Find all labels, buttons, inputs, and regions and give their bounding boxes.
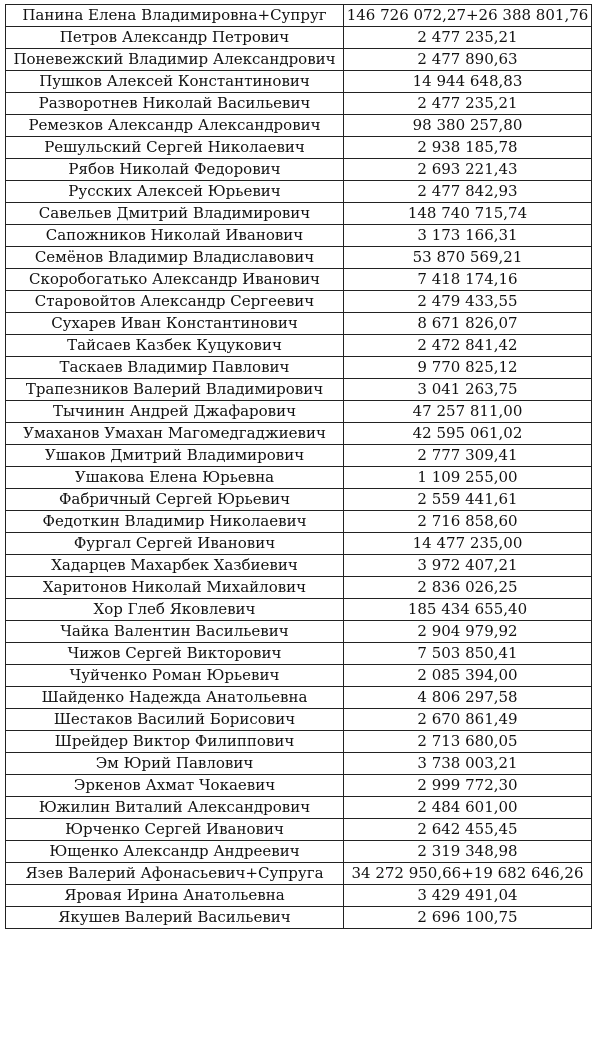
table-row <box>6 511 592 533</box>
person-name-cell: Южилин Виталий Александрович <box>6 797 344 819</box>
table-row <box>6 643 592 665</box>
table-row <box>6 841 592 863</box>
document-page <box>5 4 592 929</box>
income-amount-cell: 2 479 433,55 <box>344 291 592 313</box>
income-amount-cell: 2 670 861,49 <box>344 709 592 731</box>
person-name-cell: Язев Валерий Афонасьевич+Супруга <box>6 863 344 885</box>
person-name-cell: Чижов Сергей Викторович <box>6 643 344 665</box>
table-row <box>6 555 592 577</box>
income-amount-cell: 14 944 648,83 <box>344 71 592 93</box>
table-row <box>6 225 592 247</box>
income-amount-cell: 2 777 309,41 <box>344 445 592 467</box>
income-amount-cell: 2 693 221,43 <box>344 159 592 181</box>
person-name-cell: Эркенов Ахмат Чокаевич <box>6 775 344 797</box>
person-name-cell: Сухарев Иван Константинович <box>6 313 344 335</box>
table-row <box>6 753 592 775</box>
table-row <box>6 137 592 159</box>
income-amount-cell: 3 738 003,21 <box>344 753 592 775</box>
person-name-cell: Тайсаев Казбек Куцукович <box>6 335 344 357</box>
table-row <box>6 709 592 731</box>
person-name-cell: Петров Александр Петрович <box>6 27 344 49</box>
table-row <box>6 93 592 115</box>
table-row <box>6 401 592 423</box>
person-name-cell: Разворотнев Николай Васильевич <box>6 93 344 115</box>
person-name-cell: Решульский Сергей Николаевич <box>6 137 344 159</box>
table-row <box>6 313 592 335</box>
person-name-cell: Фургал Сергей Иванович <box>6 533 344 555</box>
table-row <box>6 71 592 93</box>
table-row <box>6 27 592 49</box>
person-name-cell: Федоткин Владимир Николаевич <box>6 511 344 533</box>
income-amount-cell: 3 173 166,31 <box>344 225 592 247</box>
person-name-cell: Шрейдер Виктор Филиппович <box>6 731 344 753</box>
person-name-cell: Скоробогатько Александр Иванович <box>6 269 344 291</box>
income-amount-cell: 2 716 858,60 <box>344 511 592 533</box>
income-amount-cell: 185 434 655,40 <box>344 599 592 621</box>
person-name-cell: Панина Елена Владимировна+Супруг <box>6 5 344 27</box>
table-row <box>6 467 592 489</box>
income-amount-cell: 9 770 825,12 <box>344 357 592 379</box>
person-name-cell: Пушков Алексей Константинович <box>6 71 344 93</box>
table-row <box>6 533 592 555</box>
table-row <box>6 907 592 929</box>
income-amount-cell: 7 503 850,41 <box>344 643 592 665</box>
income-amount-cell: 7 418 174,16 <box>344 269 592 291</box>
table-row <box>6 115 592 137</box>
table-row <box>6 445 592 467</box>
person-name-cell: Тычинин Андрей Джафарович <box>6 401 344 423</box>
table-row <box>6 159 592 181</box>
person-name-cell: Ушакова Елена Юрьевна <box>6 467 344 489</box>
income-amount-cell: 2 319 348,98 <box>344 841 592 863</box>
income-amount-cell: 2 085 394,00 <box>344 665 592 687</box>
income-amount-cell: 2 477 890,63 <box>344 49 592 71</box>
table-row <box>6 379 592 401</box>
income-amount-cell: 2 696 100,75 <box>344 907 592 929</box>
table-row <box>6 577 592 599</box>
person-name-cell: Рябов Николай Федорович <box>6 159 344 181</box>
table-row <box>6 599 592 621</box>
table-row <box>6 291 592 313</box>
table-row <box>6 335 592 357</box>
person-name-cell: Юрченко Сергей Иванович <box>6 819 344 841</box>
person-name-cell: Таскаев Владимир Павлович <box>6 357 344 379</box>
table-row <box>6 203 592 225</box>
income-amount-cell: 3 041 263,75 <box>344 379 592 401</box>
person-name-cell: Хор Глеб Яковлевич <box>6 599 344 621</box>
person-name-cell: Шайденко Надежда Анатольевна <box>6 687 344 709</box>
income-amount-cell: 34 272 950,66+19 682 646,26 <box>344 863 592 885</box>
income-amount-cell: 8 671 826,07 <box>344 313 592 335</box>
person-name-cell: Фабричный Сергей Юрьевич <box>6 489 344 511</box>
table-row <box>6 687 592 709</box>
income-amount-cell: 47 257 811,00 <box>344 401 592 423</box>
person-name-cell: Умаханов Умахан Магомедгаджиевич <box>6 423 344 445</box>
person-name-cell: Савельев Дмитрий Владимирович <box>6 203 344 225</box>
person-name-cell: Харитонов Николай Михайлович <box>6 577 344 599</box>
table-row <box>6 819 592 841</box>
person-name-cell: Ремезков Александр Александрович <box>6 115 344 137</box>
income-amount-cell: 2 477 235,21 <box>344 93 592 115</box>
income-amount-cell: 3 972 407,21 <box>344 555 592 577</box>
income-amount-cell: 2 904 979,92 <box>344 621 592 643</box>
table-row <box>6 247 592 269</box>
person-name-cell: Сапожников Николай Иванович <box>6 225 344 247</box>
income-amount-cell: 1 109 255,00 <box>344 467 592 489</box>
income-amount-cell: 14 477 235,00 <box>344 533 592 555</box>
table-row <box>6 357 592 379</box>
person-name-cell: Ющенко Александр Андреевич <box>6 841 344 863</box>
income-amount-cell: 53 870 569,21 <box>344 247 592 269</box>
table-row <box>6 665 592 687</box>
table-row <box>6 775 592 797</box>
person-name-cell: Трапезников Валерий Владимирович <box>6 379 344 401</box>
income-amount-cell: 2 472 841,42 <box>344 335 592 357</box>
person-name-cell: Поневежский Владимир Александрович <box>6 49 344 71</box>
income-amount-cell: 148 740 715,74 <box>344 203 592 225</box>
income-amount-cell: 98 380 257,80 <box>344 115 592 137</box>
person-name-cell: Эм Юрий Павлович <box>6 753 344 775</box>
table-row <box>6 797 592 819</box>
person-name-cell: Хадарцев Махарбек Хазбиевич <box>6 555 344 577</box>
income-amount-cell: 3 429 491,04 <box>344 885 592 907</box>
table-row <box>6 5 592 27</box>
income-table <box>5 4 592 929</box>
income-amount-cell: 146 726 072,27+26 388 801,76 <box>344 5 592 27</box>
income-amount-cell: 2 999 772,30 <box>344 775 592 797</box>
income-amount-cell: 4 806 297,58 <box>344 687 592 709</box>
person-name-cell: Шестаков Василий Борисович <box>6 709 344 731</box>
income-amount-cell: 2 559 441,61 <box>344 489 592 511</box>
person-name-cell: Старовойтов Александр Сергеевич <box>6 291 344 313</box>
income-amount-cell: 2 836 026,25 <box>344 577 592 599</box>
income-amount-cell: 2 938 185,78 <box>344 137 592 159</box>
person-name-cell: Семёнов Владимир Владиславович <box>6 247 344 269</box>
table-row <box>6 423 592 445</box>
table-row <box>6 621 592 643</box>
table-row <box>6 489 592 511</box>
income-amount-cell: 42 595 061,02 <box>344 423 592 445</box>
income-amount-cell: 2 477 842,93 <box>344 181 592 203</box>
income-amount-cell: 2 477 235,21 <box>344 27 592 49</box>
table-row <box>6 181 592 203</box>
income-amount-cell: 2 713 680,05 <box>344 731 592 753</box>
table-row <box>6 885 592 907</box>
person-name-cell: Чайка Валентин Васильевич <box>6 621 344 643</box>
person-name-cell: Ушаков Дмитрий Владимирович <box>6 445 344 467</box>
income-table-body <box>6 5 592 929</box>
person-name-cell: Яровая Ирина Анатольевна <box>6 885 344 907</box>
person-name-cell: Чуйченко Роман Юрьевич <box>6 665 344 687</box>
income-amount-cell: 2 642 455,45 <box>344 819 592 841</box>
person-name-cell: Якушев Валерий Васильевич <box>6 907 344 929</box>
person-name-cell: Русских Алексей Юрьевич <box>6 181 344 203</box>
table-row <box>6 269 592 291</box>
income-amount-cell: 2 484 601,00 <box>344 797 592 819</box>
table-row <box>6 731 592 753</box>
table-row <box>6 49 592 71</box>
table-row <box>6 863 592 885</box>
